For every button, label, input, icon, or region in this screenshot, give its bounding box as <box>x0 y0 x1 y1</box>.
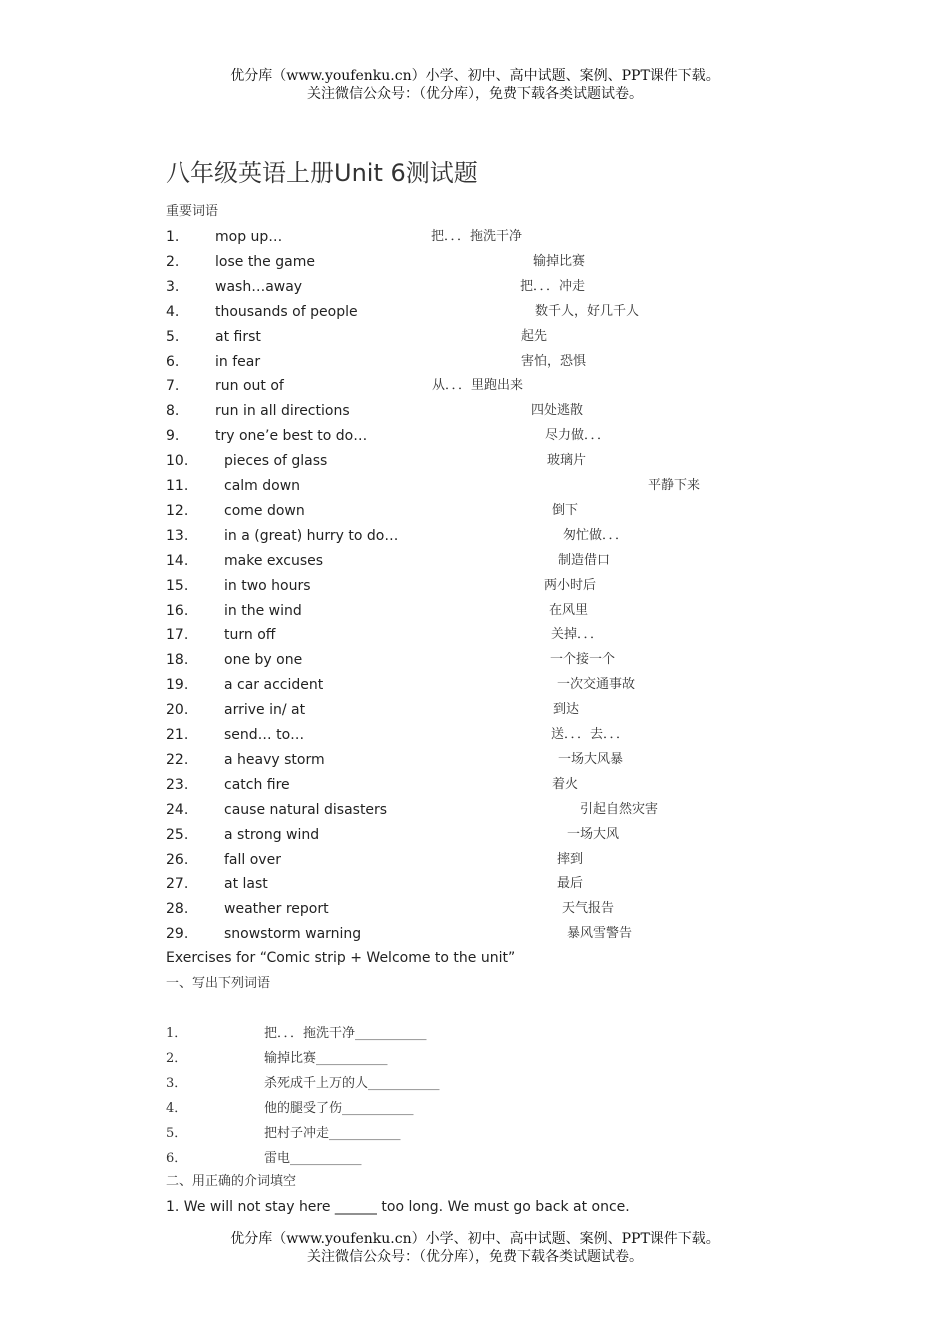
vocab-english: fall over <box>224 851 281 868</box>
section-vocab-heading: 重要词语 <box>166 204 219 219</box>
vocab-english: at first <box>215 328 261 345</box>
vocab-english: wash…away <box>215 278 303 295</box>
vocab-number: 13. <box>166 527 189 544</box>
vocab-row <box>0 651 950 676</box>
vocab-english: pieces of glass <box>224 453 328 470</box>
vocab-english: thousands of people <box>215 303 358 320</box>
vocab-chinese: 起先 <box>521 328 548 344</box>
vocab-number: 12. <box>166 502 189 519</box>
vocab-chinese: 两小时后 <box>544 577 597 593</box>
vocab-row <box>0 427 950 452</box>
vocab-number: 14. <box>166 552 189 569</box>
vocab-row <box>0 875 950 900</box>
vocab-chinese: 一次交通事故 <box>557 677 636 693</box>
vocab-row <box>0 402 950 427</box>
vocab-row <box>0 452 950 477</box>
part1-item[interactable]: 雷电___________ <box>264 1151 362 1166</box>
vocab-english: come down <box>224 502 305 519</box>
vocab-number: 5. <box>166 328 180 345</box>
footer-line-1: 优分库（www.youfenku.cn）小学、初中、高中试题、案例、PPT课件下载。 <box>230 1231 720 1247</box>
vocab-number: 8. <box>166 403 180 420</box>
vocab-english: send… to… <box>224 727 305 743</box>
vocab-number: 18. <box>166 652 189 669</box>
vocab-number: 27. <box>166 876 189 893</box>
vocab-row <box>0 303 950 328</box>
vocab-chinese: 匆忙做．．． <box>563 527 629 543</box>
vocab-chinese: 害怕，恐惧 <box>521 353 587 369</box>
part1-number: 3． <box>166 1076 188 1091</box>
vocab-number: 10. <box>166 453 189 470</box>
vocab-english: turn off <box>224 627 276 644</box>
part1-row <box>0 1025 950 1050</box>
vocab-number: 6. <box>166 353 180 370</box>
vocab-chinese: 最后 <box>557 876 584 892</box>
vocab-english: cause natural disasters <box>224 801 388 818</box>
vocab-chinese: 把．．．拖洗干净 <box>431 229 523 244</box>
part1-number: 4． <box>166 1101 188 1116</box>
vocab-number: 1. <box>166 229 180 245</box>
vocab-english: catch fire <box>224 776 290 793</box>
part1-row <box>0 1100 950 1125</box>
vocab-chinese: 四处逃散 <box>531 403 584 419</box>
vocab-number: 4. <box>166 303 180 320</box>
vocab-number: 24. <box>166 801 189 818</box>
vocab-english: run out of <box>215 378 284 395</box>
vocab-chinese: 玻璃片 <box>547 453 587 469</box>
part2-heading: 二、用正确的介词填空 <box>166 1174 297 1189</box>
vocab-chinese: 一场大风暴 <box>558 751 624 767</box>
vocab-number: 21. <box>166 727 189 743</box>
vocab-number: 2. <box>166 253 180 270</box>
vocab-chinese: 数千人，好几千人 <box>535 303 640 319</box>
page-header <box>0 67 950 103</box>
vocab-row <box>0 253 950 278</box>
vocab-english: at last <box>224 876 268 893</box>
vocab-number: 9. <box>166 428 180 445</box>
vocab-english: one by one <box>224 652 303 669</box>
part1-number: 5． <box>166 1126 188 1141</box>
vocab-row <box>0 851 950 876</box>
vocab-row <box>0 502 950 527</box>
vocab-number: 28. <box>166 901 189 918</box>
vocab-chinese: 关掉．．． <box>551 627 604 643</box>
vocab-number: 15. <box>166 577 189 594</box>
vocab-english: a strong wind <box>224 826 320 843</box>
vocab-english: in a (great) hurry to do… <box>224 527 399 544</box>
vocab-chinese: 在风里 <box>549 602 589 618</box>
part1-row <box>0 1050 950 1075</box>
part1-number: 2． <box>166 1051 188 1066</box>
vocab-english: weather report <box>224 901 329 918</box>
vocab-number: 19. <box>166 677 189 694</box>
vocab-chinese: 从．．．里跑出来 <box>432 378 524 394</box>
vocab-chinese: 尽力做．．． <box>545 428 611 444</box>
vocab-english: in two hours <box>224 577 311 594</box>
vocab-number: 3. <box>166 278 180 295</box>
part1-row <box>0 1125 950 1150</box>
vocab-english: snowstorm warning <box>224 926 362 943</box>
vocab-row <box>0 602 950 627</box>
vocab-chinese: 暴风雪警告 <box>567 926 633 942</box>
vocab-english: mop up… <box>215 229 283 245</box>
vocab-number: 17. <box>166 627 189 644</box>
vocab-row <box>0 353 950 378</box>
vocab-row <box>0 527 950 552</box>
vocab-chinese: 平静下来 <box>648 478 701 493</box>
vocab-english: make excuses <box>224 552 324 569</box>
part1-item[interactable]: 杀死成千上万的人___________ <box>264 1076 440 1091</box>
vocab-row <box>0 751 950 776</box>
vocab-number: 11. <box>166 478 189 494</box>
vocab-chinese: 一场大风 <box>567 826 620 842</box>
vocab-english: in fear <box>215 353 261 370</box>
part1-number: 1． <box>166 1026 188 1041</box>
page-footer <box>0 1230 950 1266</box>
header-line-2: 关注微信公众号：（优分库），免费下载各类试题试卷。 <box>307 86 643 102</box>
vocab-english: a car accident <box>224 677 324 694</box>
vocab-chinese: 天气报告 <box>562 901 615 917</box>
vocab-chinese: 送．．．去．．． <box>551 727 630 742</box>
part1-row <box>0 1075 950 1100</box>
vocab-number: 25. <box>166 826 189 843</box>
vocab-number: 23. <box>166 776 189 793</box>
part1-item[interactable]: 把村子冲走___________ <box>264 1126 401 1141</box>
page-title: 八年级英语上册Unit 6测试题 <box>166 159 478 187</box>
exercises-heading: Exercises for “Comic strip + Welcome to the unit” <box>166 950 516 966</box>
part1-number: 6． <box>166 1151 188 1166</box>
vocab-row <box>0 701 950 726</box>
vocab-number: 20. <box>166 702 189 719</box>
vocab-chinese: 制造借口 <box>558 552 611 568</box>
vocab-row <box>0 328 950 353</box>
vocab-row <box>0 377 950 402</box>
vocab-row <box>0 925 950 950</box>
vocab-row <box>0 626 950 651</box>
part1-heading: 一、写出下列词语 <box>166 976 271 991</box>
vocab-english: arrive in/ at <box>224 702 306 719</box>
vocab-row <box>0 826 950 851</box>
vocab-row <box>0 900 950 925</box>
vocab-row <box>0 278 950 303</box>
part1-item[interactable]: 他的腿受了伤___________ <box>264 1101 414 1116</box>
vocab-row <box>0 776 950 801</box>
vocab-number: 26. <box>166 851 189 868</box>
vocab-chinese: 把．．．冲走 <box>520 278 586 294</box>
vocab-english: lose the game <box>215 253 315 270</box>
vocab-chinese: 倒下 <box>552 502 579 518</box>
vocab-row <box>0 726 950 751</box>
vocab-row <box>0 676 950 701</box>
part2-question-1: 1. We will not stay here ______ too long. We must go back at once. <box>166 1199 630 1215</box>
vocab-chinese: 引起自然灾害 <box>580 801 659 817</box>
part1-item[interactable]: 输掉比赛___________ <box>264 1051 388 1066</box>
vocab-chinese: 着火 <box>552 776 579 792</box>
header-line-1: 优分库（www.youfenku.cn）小学、初中、高中试题、案例、PPT课件下载。 <box>230 68 720 84</box>
vocab-chinese: 到达 <box>553 702 580 718</box>
vocab-english: calm down <box>224 478 301 494</box>
vocab-number: 16. <box>166 602 189 619</box>
vocab-number: 29. <box>166 926 189 943</box>
vocab-number: 7. <box>166 378 180 395</box>
part1-item[interactable]: 把．．．拖洗干净___________ <box>264 1026 427 1041</box>
vocab-row <box>0 477 950 502</box>
vocab-row <box>0 801 950 826</box>
vocab-english: run in all directions <box>215 403 350 420</box>
part1-row <box>0 1150 950 1175</box>
vocab-chinese: 输掉比赛 <box>533 253 586 269</box>
vocab-chinese: 摔到 <box>557 851 584 867</box>
vocab-english: try one’e best to do… <box>215 428 368 445</box>
vocab-row <box>0 228 950 253</box>
vocab-english: in the wind <box>224 602 302 619</box>
vocab-number: 22. <box>166 751 189 768</box>
vocab-chinese: 一个接一个 <box>550 652 616 668</box>
vocab-row <box>0 577 950 602</box>
vocab-english: a heavy storm <box>224 751 325 768</box>
footer-line-2: 关注微信公众号：（优分库），免费下载各类试题试卷。 <box>307 1249 643 1265</box>
vocab-row <box>0 552 950 577</box>
